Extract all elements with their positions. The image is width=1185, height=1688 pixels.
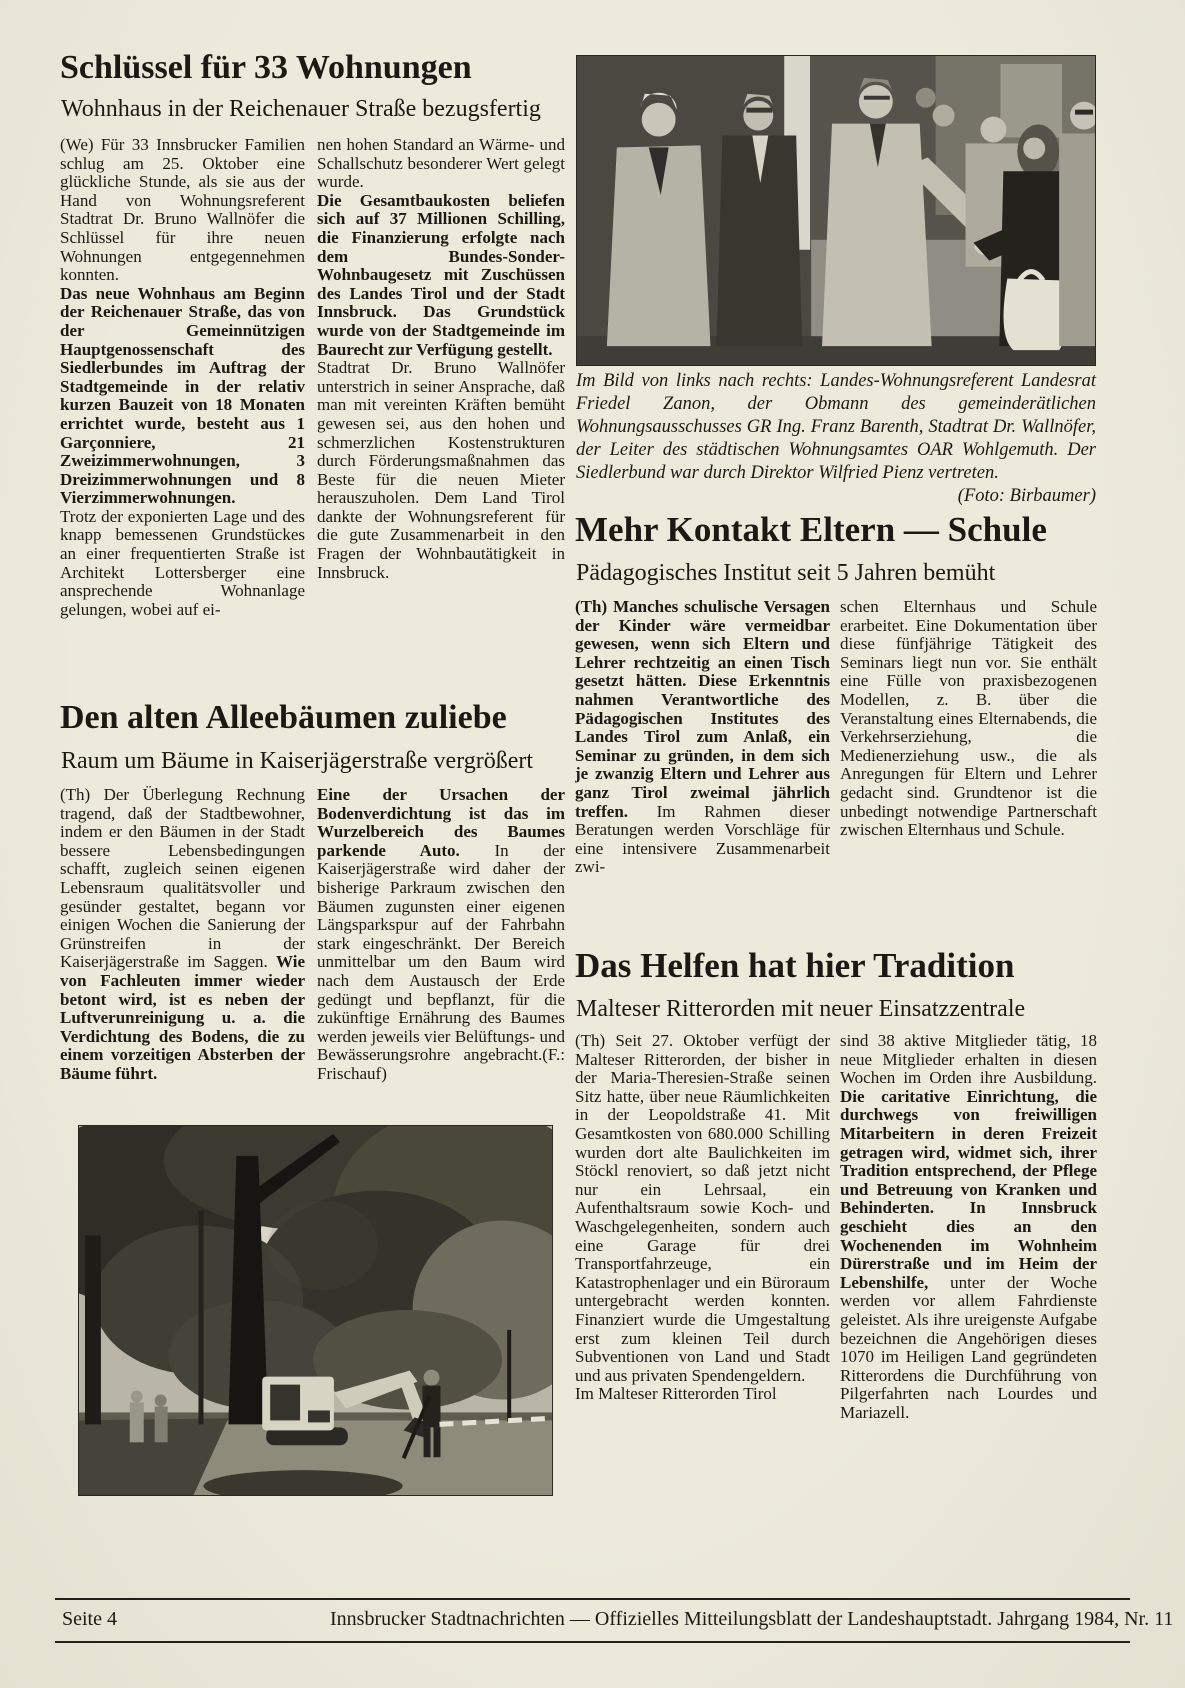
street-works-photo bbox=[78, 1125, 553, 1496]
baeume-headline: Den alten Alleebäumen zuliebe bbox=[60, 699, 507, 736]
schule-headline: Mehr Kontakt Eltern — Schule bbox=[575, 510, 1047, 549]
schule-column-1: (Th) Manches schulische Versagen der Kinder wäre vermeidbar gewesen, wenn sich Eltern und Lehrer rechtzeitig an einen Tisch gesetzt hätten. Diese Erkenntnis nahmen Verantwortliche des Pädagogischen Institutes des Landes Tirol zum Anlaß, ein Seminar zu gründen, in dem sich je zwanzig Eltern und Lehrer aus ganz Tirol zweimal jährlich treffen. Im Rahmen dieser Beratungen werden Vorschläge für eine intensivere Zusammenarbeit zwi- bbox=[575, 598, 830, 877]
malteser-column-2: sind 38 aktive Mitglieder tätig, 18 neue Mitglieder erhalten in diesen Wochen im Orden ihre Ausbildung. Die caritative Einrichtung, die durchwegs von freiwilligen Mitarbeitern in deren Freizeit getragen wird, widmet sich, ihrer Tradition entsprechend, der Pflege und Betreuung von Kranken und Behinderten. In Innsbruck geschieht dies an den Wochenenden im Wohnheim Dürerstraße und im Heim der Lebenshilfe, unter der Woche werden vor allem Fahrdienste geleistet. Als ihre ureigenste Aufgabe bezeichnen die Angehörigen dieses 1070 im Heiligen Land gegründeten Ritterordens die Durchführung von Pilgerfahrten nach Lourdes und Mariazell. bbox=[840, 1032, 1097, 1422]
baeume-column-1: (Th) Der Überlegung Rechnung tragend, daß der Stadtbewohner, indem er den Bäumen in der Stadt bessere Lebensbedingungen schafft, zugleich seinen eigenen Lebensraum qualitätsvoller und gesünder gestaltet, begann vor einigen Wochen die Sanierung der Grünstreifen in der Kaiserjägerstraße im Saggen. Wie von Fachleuten immer wieder betont wird, ist es neben der Luftverunreinigung u. a. die Verdichtung des Bodens, die zu einem vorzeitigen Absterben der Bäume führt. bbox=[60, 786, 305, 1083]
malteser-subhead: Malteser Ritterorden mit neuer Einsatzzentrale bbox=[576, 996, 1026, 1022]
schule-column-2: schen Elternhaus und Schule erarbeitet. Eine Dokumentation über diese fünfjährige Tätigkeit des Seminars liegt nun vor. Sie enthält eine Fülle von praxisbezogenen Modellen, z. B. über die Veranstaltung eines Elternabends, die Verkehrserziehung, die Medienerziehung usw., die als Anregungen für Eltern und Lehrer gedacht sind. Grundtenor ist die unbedingt notwendige Partnerschaft zwischen Elternhaus und Schule. bbox=[840, 598, 1097, 840]
footer-rule-bottom bbox=[55, 1641, 1130, 1643]
handshake-photo-credit: (Foto: Birbaumer) bbox=[957, 486, 1096, 506]
wohnungen-headline: Schlüssel für 33 Wohnungen bbox=[60, 49, 472, 86]
wohnungen-subhead: Wohnhaus in der Reichenauer Straße bezugsfertig bbox=[61, 96, 541, 122]
footer-issue-line: Innsbrucker Stadtnachrichten — Offizielles Mitteilungsblatt der Landeshauptstadt. Jahrgang 1984, Nr. 11 bbox=[330, 1608, 1174, 1630]
footer-page-number: Seite 4 bbox=[62, 1608, 117, 1630]
handshake-photo-caption: Im Bild von links nach rechts: Landes-Wohnungsreferent Landesrat Friedel Zanon, der Obmann des gemeinderätlichen Wohnungsausschusses GR Ing. Franz Barenth, Stadtrat Dr. Wallnöfer, der Leiter des städtischen Wohnungsamtes OAR Wohlgemuth. Der Siedlerbund war durch Direktor Wilfried Pienz vertreten. bbox=[576, 371, 1096, 483]
wohnungen-column-1: (We) Für 33 Innsbrucker Familien schlug am 25. Oktober eine glückliche Stunde, als sie aus der Hand von Wohnungsreferent Stadtrat Dr. Bruno Wallnöfer die Schlüssel für ihre neuen Wohnungen entgegennehmen konnten. Das neue Wohnhaus am Beginn der Reichenauer Straße, das von der Gemeinnützigen Hauptgenossenschaft des Siedlerbundes im Auftrag der Stadtgemeinde in der relativ kurzen Bauzeit von 18 Monaten errichtet wurde, besteht aus 1 Garçonniere, 21 Zweizimmerwohnungen, 3 Dreizimmerwohnungen und 8 Vierzimmerwohnungen. Trotz der exponierten Lage und des knapp bemessenen Grundstückes an einer frequentierten Straße ist Architekt Lottersberger eine ansprechende Wohnanlage gelungen, wobei auf ei- bbox=[60, 136, 305, 619]
footer-rule-top bbox=[55, 1598, 1130, 1600]
malteser-column-1: (Th) Seit 27. Oktober verfügt der Malteser Ritterorden, der bisher in der Maria-Theresien-Straße seinen Sitz hatte, über neue Räumlichkeiten in der Leopoldstraße 41. Mit Gesamtkosten von 680.000 Schilling wurden dort alte Baulichkeiten im Stöckl renoviert, so daß jetzt nicht nur ein Lehrsaal, ein Aufenthaltsraum sowie Koch- und Waschgelegenheiten, sondern auch eine Garage für drei Transportfahrzeuge, ein Katastrophenlager und ein Büroraum untergebracht werden konnten. Finanziert wurde die Umgestaltung erst zum kleinen Teil durch Subventionen von Land und Stadt und aus privaten Spendengeldern. Im Malteser Ritterorden Tirol bbox=[575, 1032, 830, 1404]
handshake-photo bbox=[576, 55, 1096, 366]
baeume-subhead: Raum um Bäume in Kaiserjägerstraße vergrößert bbox=[61, 748, 534, 774]
malteser-headline: Das Helfen hat hier Tradition bbox=[575, 946, 1015, 985]
schule-subhead: Pädagogisches Institut seit 5 Jahren bemüht bbox=[576, 560, 996, 586]
baeume-column-2: Eine der Ursachen der Bodenverdichtung ist das im Wurzelbereich des Baumes parkende Auto. In der Kaiserjägerstraße wird daher der bisherige Parkraum zwischen den Bäumen zugunsten einer eigenen Längsparkspur auf der Fahrbahn stark eingeschränkt. Der Bereich unmittelbar um den Baum wird nach dem Austausch der Erde gedüngt und bepflanzt, für die zukünftige Ernährung des Baumes werden jeweils vier Belüftungs- und Bewässerungsrohre angebracht.(F.: Frischauf) bbox=[317, 786, 565, 1083]
wohnungen-column-2: nen hohen Standard an Wärme- und Schallschutz besonderer Wert gelegt wurde. Die Gesamtbaukosten beliefen sich auf 37 Millionen Schilling, die Finanzierung erfolgte nach dem Bundes-Sonder-Wohnbaugesetz mit Zuschüssen des Landes Tirol und der Stadt Innsbruck. Das Grundstück wurde von der Stadtgemeinde im Baurecht zur Verfügung gestellt. Stadtrat Dr. Bruno Wallnöfer unterstrich in seiner Ansprache, daß man mit vereinten Kräften bemüht gewesen sei, aus den hohen und schmerzlichen Kostenstrukturen durch Förderungsmaßnahmen das Beste für die neuen Mieter herauszuholen. Dem Land Tirol dankte der Wohnungsreferent für die gute Zusammenarbeit in den Fragen der Wohnbautätigkeit in Innsbruck. bbox=[317, 136, 565, 582]
